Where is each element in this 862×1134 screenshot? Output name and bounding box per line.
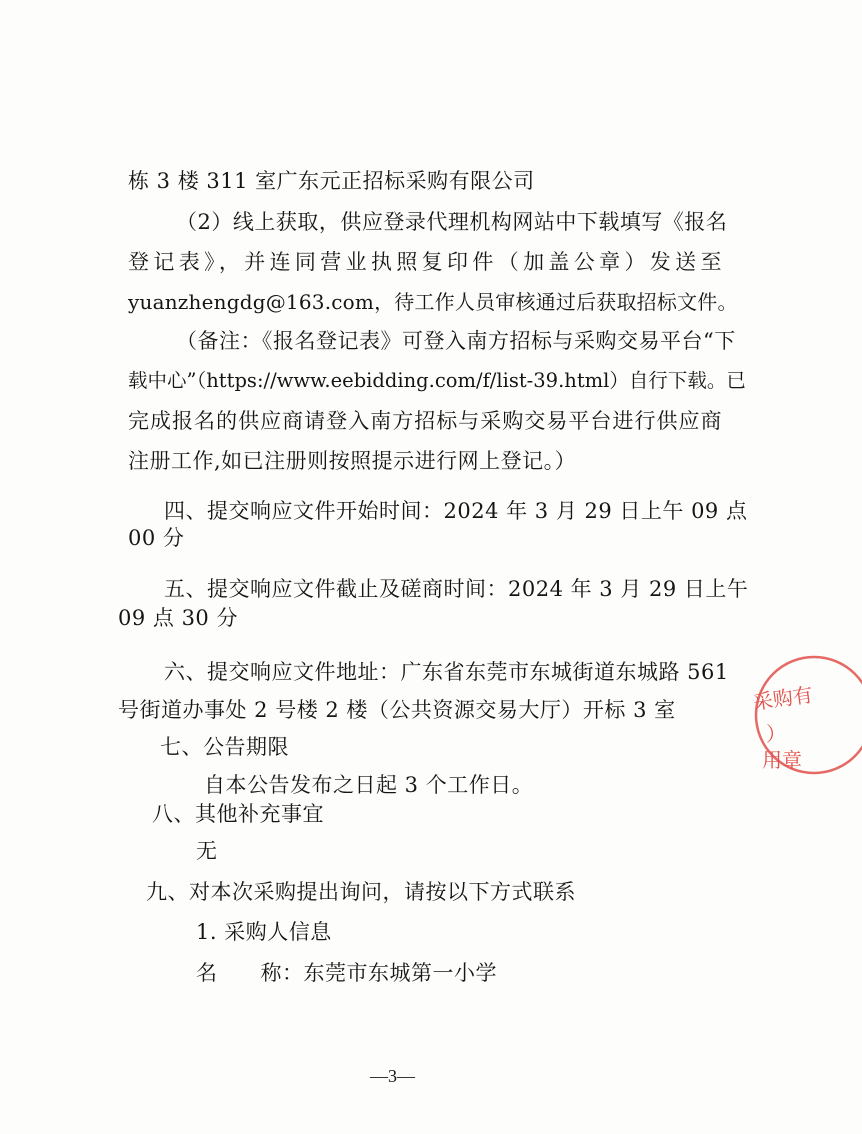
- subheading-purchaser-info: 1. 采购人信息: [196, 920, 332, 944]
- text-line: 栋 3 楼 311 室广东元正招标采购有限公司: [128, 169, 535, 193]
- text-line: 注册工作,如已注册则按照提示进行网上登记。）: [128, 449, 577, 473]
- text-line: （备注：《报名登记表》可登入南方招标与采购交易平台“下: [176, 329, 736, 353]
- seal-text: 采购有: [751, 682, 815, 715]
- seal-text: ）: [766, 722, 786, 746]
- heading-section-5: 五、提交响应文件截止及磋商时间：2024 年 3 月 29 日上午: [164, 577, 749, 601]
- heading-section-9: 九、对本次采购提出询问，请按以下方式联系: [146, 880, 576, 904]
- heading-section-6: 六、提交响应文件地址：广东省东莞市东城街道东城路 561: [164, 660, 729, 684]
- text-line: 完成报名的供应商请登入南方招标与采购交易平台进行供应商: [128, 409, 722, 433]
- heading-section-7: 七、公告期限: [160, 735, 289, 759]
- heading-section-8: 八、其他补充事宜: [152, 802, 324, 826]
- heading-section-4: 四、提交响应文件开始时间：2024 年 3 月 29 日上午 09 点: [164, 499, 748, 523]
- text-line: 登记表》，并连同营业执照复印件（加盖公章）发送至: [128, 250, 722, 274]
- official-seal: [752, 655, 862, 775]
- text-line: （2）线上获取，供应登录代理机构网站中下载填写《报名: [176, 210, 728, 234]
- page-number: —3—: [370, 1066, 415, 1086]
- text-line: 00 分: [128, 526, 185, 550]
- purchaser-name: 名 称：东莞市东城第一小学: [196, 961, 497, 985]
- text-line: 无: [196, 839, 218, 863]
- text-line: 09 点 30 分: [118, 606, 238, 630]
- text-line: 号街道办事处 2 号楼 2 楼（公共资源交易大厅）开标 3 室: [118, 698, 676, 722]
- seal-text: 用章: [762, 748, 802, 772]
- text-line: 载中心”（https://www.eebidding.com/f/list-39.html）自行下载。已: [128, 369, 746, 392]
- text-line: 自本公告发布之日起 3 个工作日。: [204, 773, 534, 797]
- text-line: yuanzhengdg@163.com，待工作人员审核通过后获取招标文件。: [128, 290, 738, 314]
